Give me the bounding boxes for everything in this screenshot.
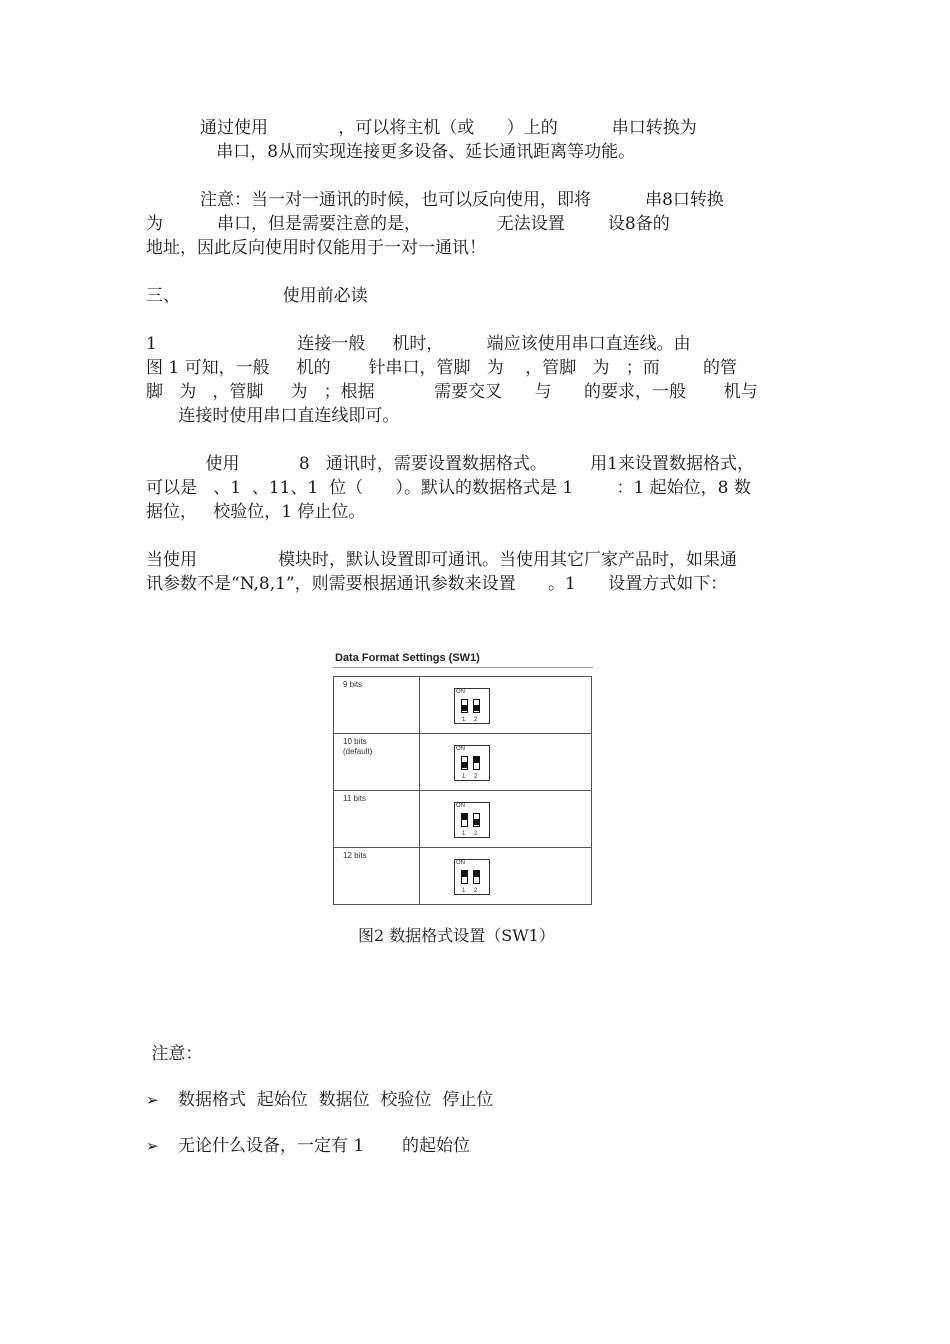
switch-knob [462, 762, 467, 768]
bullet-text: 数据格式 起始位 数据位 校验位 停止位 [178, 1090, 494, 1110]
dip-switch-cell [420, 791, 592, 848]
switch-2-slot [473, 756, 480, 770]
setting-row [334, 677, 592, 734]
paragraph-line: 据位， 校验位，1 停止位。 [146, 502, 366, 522]
switch-number: 1 [462, 774, 466, 780]
arrow-bullet-icon: ➢ [146, 1091, 159, 1109]
dip-switch-icon [454, 802, 490, 838]
paragraph-line: 连接时使用串口直连线即可。 [146, 406, 400, 426]
paragraph-line: 讯参数不是“N,8,1”，则需要根据通讯参数来设置 。1 设置方式如下： [146, 574, 728, 594]
bullet-item [146, 1088, 493, 1112]
data-format-figure [333, 652, 593, 905]
setting-row [334, 791, 592, 848]
paragraph-line: 使用 8 通讯时，需要设置数据格式。 用1来设置数据格式， [146, 454, 754, 474]
switch-2-slot [473, 870, 480, 884]
on-label: ON [456, 860, 465, 866]
paragraph-line: 三、 使用前必读 [146, 286, 368, 306]
paragraph-line: 为 串口，但是需要注意的是， 无法设置 设8备的 [146, 214, 670, 234]
data-format-table [333, 676, 592, 905]
switch-number: 2 [474, 888, 478, 894]
switch-2-slot [473, 813, 480, 827]
paragraph-line: 注意：当一对一通讯的时候，也可以反向使用，即将 串8口转换 [146, 190, 724, 210]
switch-number: 2 [474, 831, 478, 837]
switch-knob [462, 871, 467, 877]
switch-knob [474, 705, 479, 711]
bullet-text: 无论什么设备，一定有 1 的起始位 [178, 1136, 471, 1156]
switch-number: 2 [474, 774, 478, 780]
paragraph-line: 地址，因此反向使用时仅能用于一对一通讯！ [146, 238, 486, 258]
switch-number: 1 [462, 888, 466, 894]
switch-number: 1 [462, 717, 466, 723]
figure-caption: 图2 数据格式设置（SW1） [358, 926, 555, 945]
paragraph-line: 图 1 可知，一般 机的 针串口，管脚 为 ，管脚 为 ；而 的管 [146, 358, 737, 378]
figure-title-rule [333, 667, 593, 668]
paragraph-line: 串口，8从而实现连接更多设备、延长通讯距离等功能。 [146, 142, 636, 162]
on-label: ON [456, 689, 465, 695]
switch-knob [462, 814, 467, 820]
dip-switch-cell [420, 677, 592, 734]
on-label: ON [456, 746, 465, 752]
switch-number: 2 [474, 717, 478, 723]
switch-1-slot [461, 756, 468, 770]
setting-row [334, 734, 592, 791]
arrow-bullet-icon: ➢ [146, 1137, 159, 1155]
switch-knob [474, 819, 479, 825]
setting-label: 9 bits [334, 677, 420, 734]
paragraph-line: 当使用 模块时，默认设置即可通讯。当使用其它厂家产品时，如果通 [146, 550, 738, 570]
paragraph-line: 可以是 、1 、11、1 位（ ）。默认的数据格式是 1 ：1 起始位，8 数 [146, 478, 751, 498]
dip-switch-icon [454, 688, 490, 724]
dip-switch-icon [454, 745, 490, 781]
dip-switch-cell [420, 734, 592, 791]
switch-1-slot [461, 870, 468, 884]
setting-label: 10 bits (default) [334, 734, 420, 791]
paragraph-line: 通过使用 ，可以将主机（或 ）上的 串口转换为 [146, 118, 697, 138]
bullet-item [146, 1134, 470, 1158]
dip-switch-cell [420, 848, 592, 905]
switch-2-slot [473, 699, 480, 713]
switch-knob [474, 871, 479, 877]
figure-title: Data Format Settings (SW1) [335, 652, 480, 664]
paragraph-line: 注意： [146, 1044, 203, 1064]
setting-label: 11 bits [334, 791, 420, 848]
setting-row [334, 848, 592, 905]
paragraph-line: 1 连接一般 机时， 端应该使用串口直连线。由 [146, 334, 691, 354]
setting-label: 12 bits [334, 848, 420, 905]
switch-knob [474, 757, 479, 763]
switch-knob [462, 705, 467, 711]
on-label: ON [456, 803, 465, 809]
paragraph-line: 脚 为 ，管脚 为 ；根据 需要交叉 与 的要求，一般 机与 [146, 382, 758, 402]
switch-1-slot [461, 813, 468, 827]
switch-number: 1 [462, 831, 466, 837]
switch-1-slot [461, 699, 468, 713]
dip-switch-icon [454, 859, 490, 895]
